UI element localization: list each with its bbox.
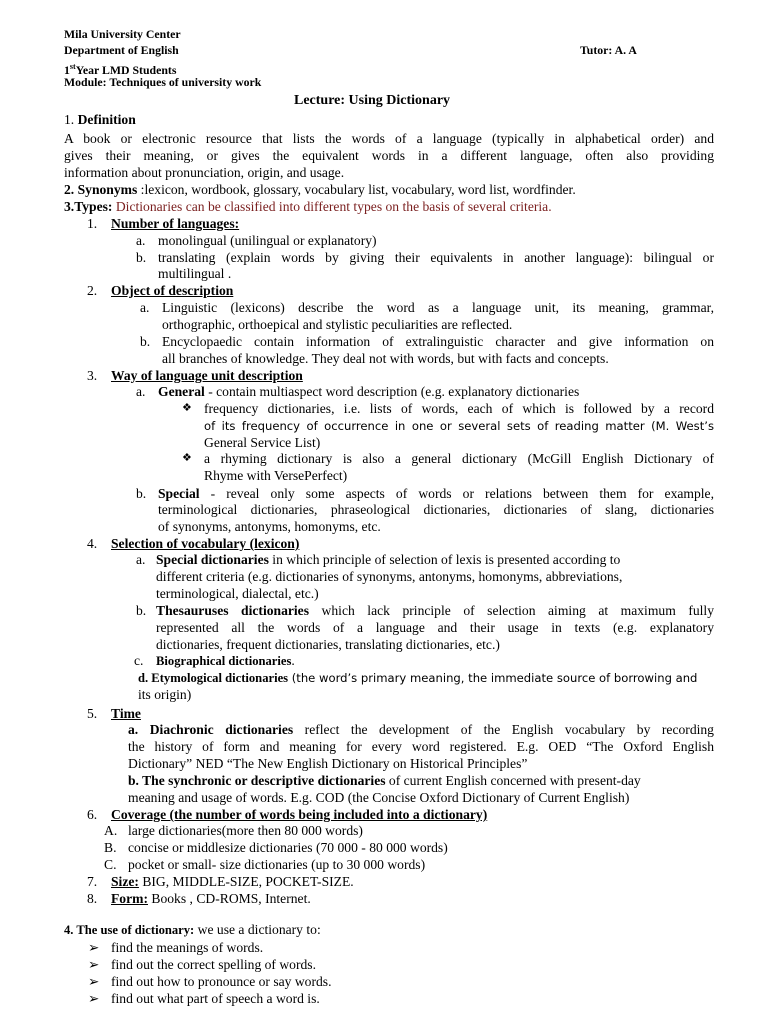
definition-line-3: information about pronunciation, origin, and usage. [64,165,345,180]
coverage-mark-c: C. [104,857,117,872]
criterion-3-rhyme-line-2: Rhyme with VersePerfect) [204,468,348,483]
criterion-3-b-mark: b. [136,486,147,501]
use-heading-line: 4. The use of dictionary: we use a dictionary to: [64,922,321,937]
synonyms-line: 2. Synonyms :lexicon, wordbook, glossary, vocabulary list, vocabulary, word list, wordfinder. [64,182,576,197]
criterion-3-a-mark: a. [136,384,146,399]
criterion-3-freq-line-2: of its frequency of occurrence in one or several sets of reading matter (M. West’s [204,419,714,433]
criterion-7: Size: BIG, MIDDLE-SIZE, POCKET-SIZE. [111,874,354,889]
criterion-3-number: 3. [87,368,98,383]
definition-line-1: A book or electronic resource that lists the words of a language (typically in alphabetical order) and [64,131,714,146]
criterion-3-rhyme-line-1: a rhyming dictionary is also a general dictionary (McGill English Dictionary of [204,451,714,466]
criterion-5-number: 5. [87,706,98,721]
criterion-3-b-line-3: of synonyms, antonyms, homonyms, etc. [158,519,381,534]
criterion-4-a-line-1: Special dictionaries in which principle of selection of lexis is presented according to [156,552,621,567]
criterion-5-b-line-1: b. The synchronic or descriptive dictionaries of current English concerned with present-day [128,773,641,788]
use-item: find out what part of speech a word is. [111,991,320,1006]
criterion-5-a-line-1: a. Diachronic dictionaries reflect the development of the English vocabulary by recording [128,722,714,737]
criterion-4-b-line-3: dictionaries, frequent dictionaries, translating dictionaries, etc.) [156,637,500,652]
arrow-bullet-icon: ➢ [88,957,100,972]
criterion-4-d-line-2: its origin) [138,687,192,702]
diamond-bullet-icon: ❖ [182,452,192,464]
criterion-4-b-mark: b. [136,603,147,618]
use-item: find out how to pronounce or say words. [111,974,332,989]
criterion-1-title: Number of languages: [111,216,240,231]
criterion-2-b-line-2: all branches of knowledge. They deal not with words, but with facts and concepts. [162,351,609,366]
criterion-1-b-line-1: translating (explain words by giving their equivalents in another language): bilingual or [158,250,714,265]
criterion-4-a-line-3: terminological, dialectal, etc.) [156,586,319,601]
criterion-2-number: 2. [87,283,98,298]
types-line: 3.Types: Dictionaries can be classified into different types on the basis of several criteria. [64,199,552,214]
criterion-1-number: 1. [87,216,98,231]
criterion-4-a-mark: a. [136,552,146,567]
department: Department of English [64,43,179,57]
year-line: 1stYear LMD Students [64,62,177,77]
criterion-7-number: 7. [87,874,98,889]
criterion-1-a: monolingual (unilingual or explanatory) [158,233,377,248]
criterion-2-b-line-1: Encyclopaedic contain information of extralinguistic character and give information on [162,334,714,349]
criterion-3-title: Way of language unit description [111,368,303,383]
criterion-1-b-mark: b. [136,250,147,265]
criterion-4-b-line-2: represented all the words of a language and their usage in texts (e.g. explanatory [156,620,714,635]
criterion-5-b-line-2: meaning and usage of words. E.g. COD (the Concise Oxford Dictionary of Current English) [128,790,630,805]
coverage-item: concise or middlesize dictionaries (70 000 - 80 000 words) [128,840,448,855]
coverage-item: large dictionaries(more then 80 000 words) [128,823,363,838]
definition-heading: 1. Definition [64,112,136,127]
criterion-4-b-line-1: Thesauruses dictionaries which lack principle of selection aiming at maximum fully [156,603,714,618]
criterion-4-c: Biographical dictionaries. [156,653,295,668]
criterion-5-title: Time [111,706,141,721]
criterion-3-b-line-2: terminological dictionaries, phraseological dictionaries, dictionaries of slang, dictionaries [158,502,714,517]
criterion-1-b-line-2: multilingual . [158,266,232,281]
criterion-5-a-line-2: the history of form and meaning for every word registered. E.g. OED “The Oxford English [128,739,714,754]
institution: Mila University Center [64,27,181,41]
criterion-4-title: Selection of vocabulary (lexicon) [111,536,300,551]
criterion-4-a-line-2: different criteria (e.g. dictionaries of synonyms, antonyms, homonyms, abbreviations, [156,569,623,584]
criterion-4-c-mark: c. [134,653,144,668]
criterion-6-number: 6. [87,807,98,822]
coverage-mark-a: A. [104,823,118,838]
module: Module: Techniques of university work [64,75,262,89]
criterion-4-d-line-1: d. Etymological dictionaries (the word’s primary meaning, the immediate source of borrowing and [138,671,698,685]
criterion-2-a-line-2: orthographic, orthoepical and stylistic peculiarities are reflected. [162,317,513,332]
diamond-bullet-icon: ❖ [182,402,192,414]
criterion-8: Form: Books , CD-ROMS, Internet. [111,891,311,906]
criterion-6-title: Coverage (the number of words being included into a dictionary) [111,807,488,822]
arrow-bullet-icon: ➢ [88,991,100,1006]
page-title: Lecture: Using Dictionary [294,93,451,108]
coverage-mark-b: B. [104,840,117,855]
use-item: find the meanings of words. [111,940,264,955]
criterion-3-freq-line-3: General Service List) [204,435,321,450]
use-item: find out the correct spelling of words. [111,957,316,972]
arrow-bullet-icon: ➢ [88,974,100,989]
criterion-2-b-mark: b. [140,334,151,349]
arrow-bullet-icon: ➢ [88,940,100,955]
criterion-2-a-mark: a. [140,300,150,315]
criterion-4-number: 4. [87,536,98,551]
definition-line-2: gives their meaning, or gives the equivalent words in a different language, often also providing [64,148,714,163]
criterion-1-a-mark: a. [136,233,146,248]
criterion-3-b-line-1: Special - reveal only some aspects of words or relations between them for example, [158,486,714,501]
criterion-8-number: 8. [87,891,98,906]
criterion-3-freq-line-1: frequency dictionaries, i.e. lists of words, each of which is followed by a record [204,401,714,416]
coverage-item: pocket or small- size dictionaries (up to 30 000 words) [128,857,426,872]
tutor: Tutor: A. A [580,43,637,57]
criterion-5-a-line-3: Dictionary” NED “The New English Dictionary on Historical Principles” [128,756,528,771]
criterion-3-a: General - contain multiaspect word description (e.g. explanatory dictionaries [158,384,580,399]
criterion-2-title: Object of description [111,283,234,298]
criterion-2-a-line-1: Linguistic (lexicons) describe the word as a language unit, its meaning, grammar, [162,300,714,315]
